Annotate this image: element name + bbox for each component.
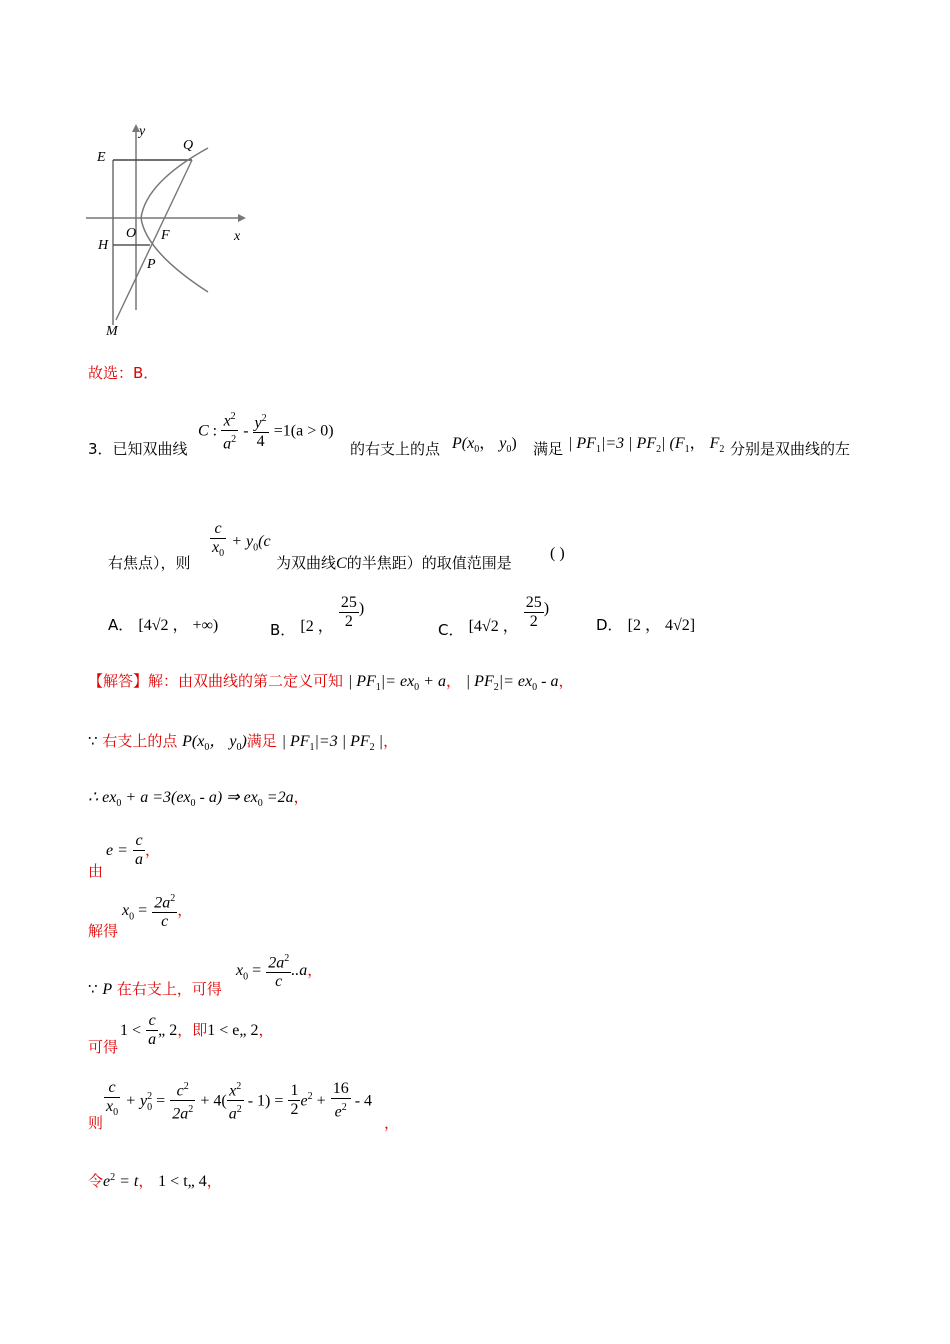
x-axis-arrow xyxy=(238,214,246,222)
solution-line-8-math: $\frac{c}{x_0}$ + $y^2_0$ = $\frac{c^2}{2a^2}$ + 4( $\frac{x^2}{a^2}$ - 1) = $\frac{1}{2}$ $e^2$ + $\frac{16}{e^2}$ - 4 xyxy=(106,1079,373,1123)
target-expression: $\frac{c}{x_0}$ + $y_0(c$ xyxy=(212,520,271,560)
solution-line-1: 【解答】解：由双曲线的第二定义可知 | $PF_1|= ex_0 + a$， | $PF_2|= ex_0 - a$， xyxy=(88,672,574,693)
answer-paren: ( ) xyxy=(550,545,565,562)
label-M: M xyxy=(106,324,118,339)
option-C[interactable]: C． [4√2 ， $\frac{25}{2}$ ) xyxy=(438,594,550,639)
label-Q: Q xyxy=(183,138,194,153)
hyperbola-figure xyxy=(86,120,256,350)
solution-line-6-math: $x_0$ = $\frac{2a^2}{c}$ ..a， xyxy=(236,950,322,991)
solution-line-9: 令$e^2 = t$， 1 < t„ 4， xyxy=(88,1172,222,1190)
focal-condition: | $PF_1|=3$ | $PF_2|$ ($F_1$， $F_2$ xyxy=(568,435,725,456)
q3-text-mid2: 满足 xyxy=(533,440,564,458)
label-H: H xyxy=(98,238,109,253)
label-O: O xyxy=(126,226,137,241)
label-x: x xyxy=(234,229,241,244)
solution-line-7-label: 可得 xyxy=(88,1038,119,1056)
solution-line-8-end: ， xyxy=(384,1114,400,1132)
solution-line-2: ∵ 右支上的点 $P(x_0$， $y_0$)满足 | $PF_1|=3$ | $PF_2$ |， xyxy=(88,732,399,753)
option-D[interactable]: D． [2 ， 4√2] xyxy=(596,616,696,634)
solution-line-7-math: 1 < $\frac{c}{a}$ „ 2，即1 < e„ 2， xyxy=(120,1012,274,1048)
q3-line2-a: 右焦点），则 xyxy=(108,554,191,572)
option-B[interactable]: B． [2 ， $\frac{25}{2}$ ) xyxy=(270,594,365,639)
solution-line-4-label: 由 xyxy=(88,862,104,880)
label-P: P xyxy=(147,257,156,272)
solution-line-3: ∴ $ex_0 + a =3(ex_0 - a)$ ⇒ $ex_0 =2a$， xyxy=(88,788,309,809)
solution-line-5-math: $x_0$ = $\frac{2a^2}{c}$ ， xyxy=(122,890,192,931)
solution-line-6-label: ∵ P 在右支上，可得 xyxy=(88,980,222,998)
q3-text-mid1: 的右支上的点 xyxy=(350,440,441,458)
solution-line-4-math: e = $\frac{c}{a}$ ， xyxy=(106,832,161,868)
q3-line2-b: 为双曲线C的半焦距）的取值范围是 xyxy=(276,554,512,572)
label-E: E xyxy=(97,150,106,165)
point-P: $P(x_0$， $y_0$) xyxy=(452,435,517,456)
label-y: y xyxy=(139,124,146,139)
previous-answer: 故选：B． xyxy=(88,364,159,382)
solution-line-8-label: 则 xyxy=(88,1114,104,1132)
hyperbola-equation: C : $\frac{x^2}{a^2}$ - $\frac{y^2}{4}$ =1(a > 0) xyxy=(198,408,334,454)
q3-text-tail: 分别是双曲线的左 xyxy=(730,440,851,458)
option-A[interactable]: A． [4√2 ， +∞) xyxy=(108,616,219,634)
q3-number-intro: 3．已知双曲线 xyxy=(88,440,188,458)
solution-line-5-label: 解得 xyxy=(88,922,119,940)
label-F: F xyxy=(161,228,170,243)
